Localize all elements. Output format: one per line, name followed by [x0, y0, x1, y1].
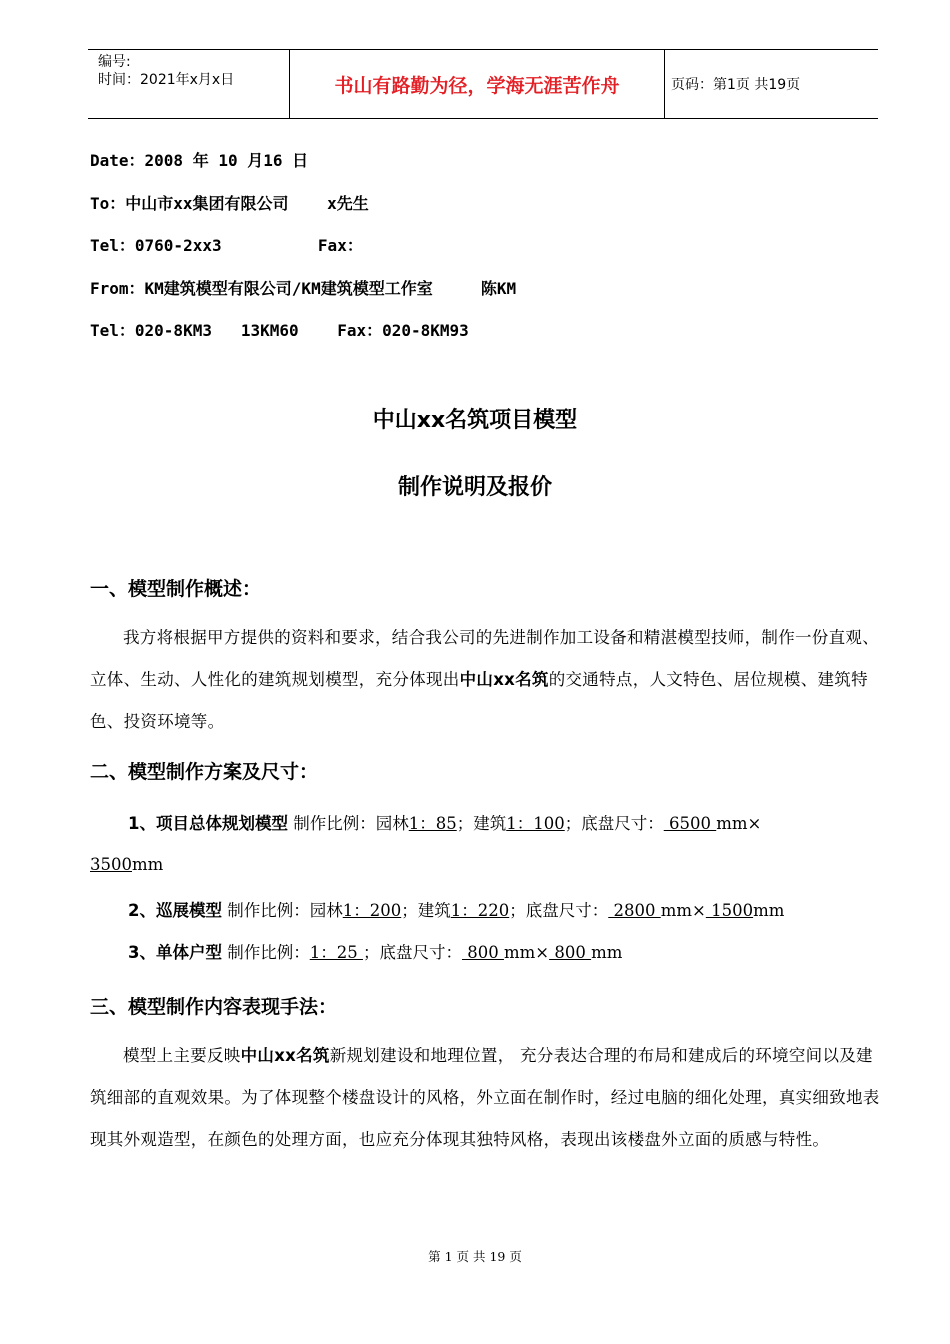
project-name: 中山xx名筑: [240, 1046, 330, 1065]
spec-item-3: [128, 939, 622, 963]
para2-text-a: 模型上主要反映: [123, 1046, 241, 1065]
para1-text-a: 我方将根据甲方提供的资料和要求，结合我公司的先进制作加工设备和精湛模型技师，制作一份直观、立体、生动、人性化的建筑规划模型，充分体现出: [90, 628, 879, 689]
spec-3-text: 制作比例：: [221, 943, 310, 962]
spec-2-text: ；底盘尺寸：: [509, 901, 609, 920]
section-heading-3: 三、模型制作内容表现手法：: [90, 996, 338, 1018]
spec-item-1: [128, 810, 761, 834]
spec-3-base-width: 800: [461, 943, 504, 962]
section-heading-2: 二、模型制作方案及尺寸：: [90, 761, 319, 783]
spec-2-text: mm: [753, 901, 785, 920]
document-header: [88, 49, 878, 119]
time-label: 时间：2021年x月x日: [98, 72, 235, 88]
header-page-info: 页码：第1页 共19页: [671, 77, 801, 93]
spec-item-2: [128, 897, 784, 921]
spec-1-text: 制作比例：园林: [287, 814, 409, 833]
spec-2-label: 2、巡展模型: [128, 901, 222, 920]
page-footer: 第 1 页 共 19 页: [428, 1249, 522, 1264]
spec-3-text: mm: [591, 943, 623, 962]
spec-1-label: 1、项目总体规划模型: [128, 814, 288, 833]
para2-text-c: 新规划建设和地理位置， 充分表达合理的布局和建成后的环境空间以及建筑细部的直观效果。为了体现整个楼盘设计的风格，外立面在制作时，经过电脑的细化处理，真实细致地表现其外观造型，在颜色的处理方面，也应充分体现其独特风格，表现出该楼盘外立面的质感与特性。: [90, 1046, 880, 1149]
info-tel-fax: Tel：0760-2xx3 Fax：: [90, 236, 363, 255]
spec-2-text: 制作比例：园林: [221, 901, 343, 920]
spec-1-landscape-scale: 1：85: [408, 814, 457, 833]
info-from: From：KM建筑模型有限公司/KM建筑模型工作室 陈KM: [90, 279, 517, 298]
spec-2-base-depth: 1500: [705, 901, 754, 920]
doc-title: 中山xx名筑项目模型: [372, 408, 578, 433]
spec-1-base-width: 6500: [663, 814, 717, 833]
spec-2-text: ；建筑: [401, 901, 451, 920]
spec-1-text: mm: [132, 855, 164, 874]
section-heading-1: 一、模型制作概述：: [90, 578, 262, 600]
paragraph-overview: [90, 617, 880, 743]
info-date: Date：2008 年 10 月16 日: [90, 151, 309, 170]
spec-3-scale: 1：25: [309, 943, 363, 962]
spec-1-building-scale: 1：100: [506, 814, 565, 833]
header-slogan: 书山有路勤为径，学海无涯苦作舟: [289, 50, 665, 118]
info-to: To：中山市xx集团有限公司 x先生: [90, 194, 369, 213]
spec-item-1-cont: [90, 855, 163, 874]
spec-1-text: ；建筑: [456, 814, 507, 833]
header-meta: [88, 50, 289, 118]
para1-text-c: 的交通特点，人文特色、居位规模、建筑特色、投资环境等。: [90, 670, 868, 731]
paragraph-method: [90, 1035, 880, 1161]
spec-2-landscape-scale: 1：200: [342, 901, 402, 920]
info-tel-fax-2: Tel：020-8KM3 13KM60 Fax：020-8KM93: [90, 321, 469, 340]
spec-3-text: mm×: [503, 943, 550, 962]
spec-3-label: 3、单体户型: [128, 943, 222, 962]
spec-3-text: ；底盘尺寸：: [362, 943, 462, 962]
spec-2-text: mm×: [660, 901, 706, 920]
spec-2-base-width: 2800: [608, 901, 661, 920]
code-label: 编号:: [98, 54, 131, 70]
spec-1-text: ；底盘尺寸：: [564, 814, 664, 833]
spec-1-base-depth: 3500: [90, 855, 132, 874]
doc-subtitle: 制作说明及报价: [397, 475, 552, 500]
spec-2-building-scale: 1：220: [450, 901, 510, 920]
spec-1-text: mm×: [716, 814, 762, 833]
spec-3-base-depth: 800: [549, 943, 592, 962]
project-name: 中山xx名筑: [459, 670, 549, 689]
